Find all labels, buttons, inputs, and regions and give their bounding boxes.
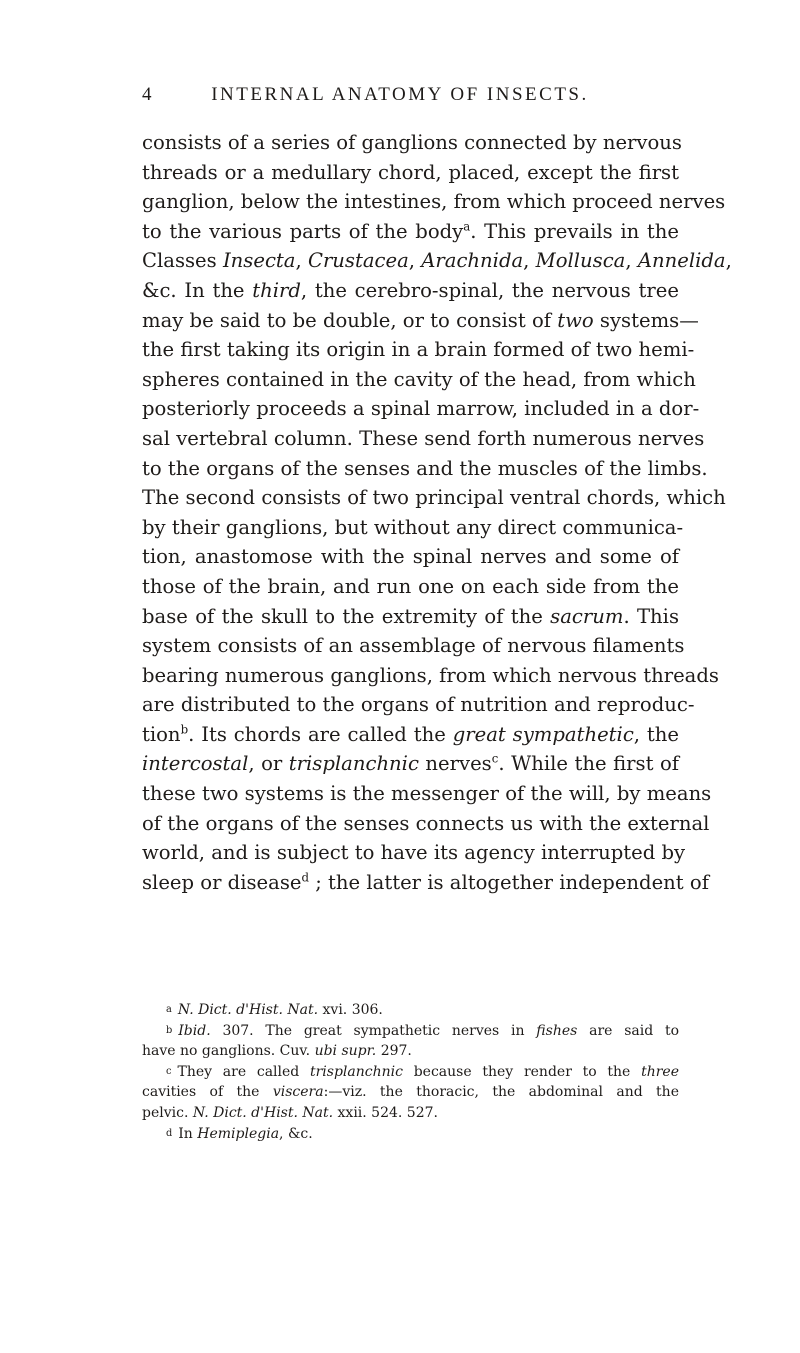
footnote-mark: c [166,1065,172,1077]
text-line: intercostal, or trisplanchnic nerves$^c$. While the first of [142,751,680,776]
footnote-reference: c [491,751,499,766]
italic-text: intercostal [142,752,249,776]
text-line: tion$^b$. Its chords are called the great sympathetic, the [142,722,679,746]
footnote-line: have no ganglions. Cuv. ubi supr. 297. [142,1043,412,1060]
text-line: world, and is subject to have its agency interrupted by [142,841,686,865]
footnote-reference: d [301,870,309,885]
text-line: those of the brain, and run one on each side from the [142,574,679,598]
italic-text: Ibid. [178,1022,211,1039]
text-line: these two systems is the messenger of the will, by means [142,782,712,806]
footnote-reference: b [180,722,189,737]
italic-text: two [557,308,594,332]
footnote-reference: a [463,219,471,234]
text-line: spheres contained in the cavity of the head, from which [142,367,696,391]
text-line: &c. In the third, the cerebro-spinal, the nervous tree [142,278,679,302]
text-line: sal vertebral column. These send forth numerous nerves [142,426,705,450]
italic-text: Annelida [637,249,726,273]
text-line: may be said to be double, or to consist of two systems— [142,308,699,332]
text-line: The second consists of two principal ventral chords, which [142,486,726,510]
text-line: by their ganglions, but without any direct communica- [142,515,684,539]
italic-text: three [641,1063,679,1080]
footnote-line: a N. Dict. d'Hist. Nat. xvi. 306. [166,1002,383,1018]
text-line: of the organs of the senses connects us with the external [142,811,710,835]
italic-text: great sympathetic [452,722,634,746]
italic-text: Mollusca [535,249,626,273]
italic-text: sacrum [550,604,624,628]
footnote-line: c They are called trisplanchnic because they render to the three [166,1063,679,1080]
text-line: consists of a series of ganglions connected by nervous [142,131,682,154]
text-line: system consists of an assemblage of nervous filaments [142,634,685,658]
footnote-line: b Ibid. 307. The great sympathetic nerves in fishes are said to [166,1022,680,1039]
running-head [0,84,800,114]
text-line: sleep or disease$^d$ ; the latter is altogether independent of [142,870,709,894]
italic-text: fishes [536,1022,578,1039]
footnote-mark: a [166,1004,172,1015]
page-number: 4 [142,84,154,105]
italic-text: viscera [272,1084,324,1101]
text-line: tion, anastomose with the spinal nerves and some of [142,545,679,569]
running-title: INTERNAL ANATOMY OF INSECTS. [211,84,589,105]
footnote-mark: b [166,1024,173,1036]
italic-text: N. Dict. d'Hist. Nat. [192,1104,334,1121]
footnote-line: d In Hemiplegia, &c. [166,1125,313,1142]
footnote-line: pelvic. N. Dict. d'Hist. Nat. xxii. 524. 527. [142,1104,438,1121]
italic-text: third [252,278,301,302]
italic-text: Hemiplegia [197,1125,280,1142]
text-line: the first taking its origin in a brain formed of two hemi- [142,338,695,362]
footnote-mark: d [166,1127,173,1139]
italic-text: Insecta [222,249,296,273]
text-line: to the organs of the senses and the muscles of the limbs. [142,456,708,480]
body-text [142,128,732,897]
text-line: posteriorly proceeds a spinal marrow, included in a dor- [142,397,700,421]
text-line: ganglion, below the intestines, from which proceed nerves [142,190,726,214]
italic-text: Arachnida [421,249,524,273]
italic-text: ubi supr. [314,1043,377,1060]
text-line: bearing numerous ganglions, from which nervous threads [142,663,719,687]
italic-text: Crustacea [307,249,409,273]
italic-text: trisplanchnic [309,1063,403,1080]
text-line: to the various parts of the body$^a$. This prevails in the [142,219,679,243]
italic-text: N. Dict. d'Hist. Nat. [177,1002,319,1018]
text-line: base of the skull to the extremity of the sacrum. This [142,604,679,628]
text-line: Classes Insecta, Crustacea, Arachnida, Mollusca, Annelida, [142,249,732,273]
text-line: threads or a medullary chord, placed, except the first [142,160,679,184]
footnote-line: cavities of the viscera:—viz. the thoracic, the abdominal and the [142,1084,679,1101]
footnotes [142,1000,679,1144]
italic-text: trisplanchnic [288,752,419,776]
text-line: are distributed to the organs of nutrition and reproduc- [142,693,695,717]
